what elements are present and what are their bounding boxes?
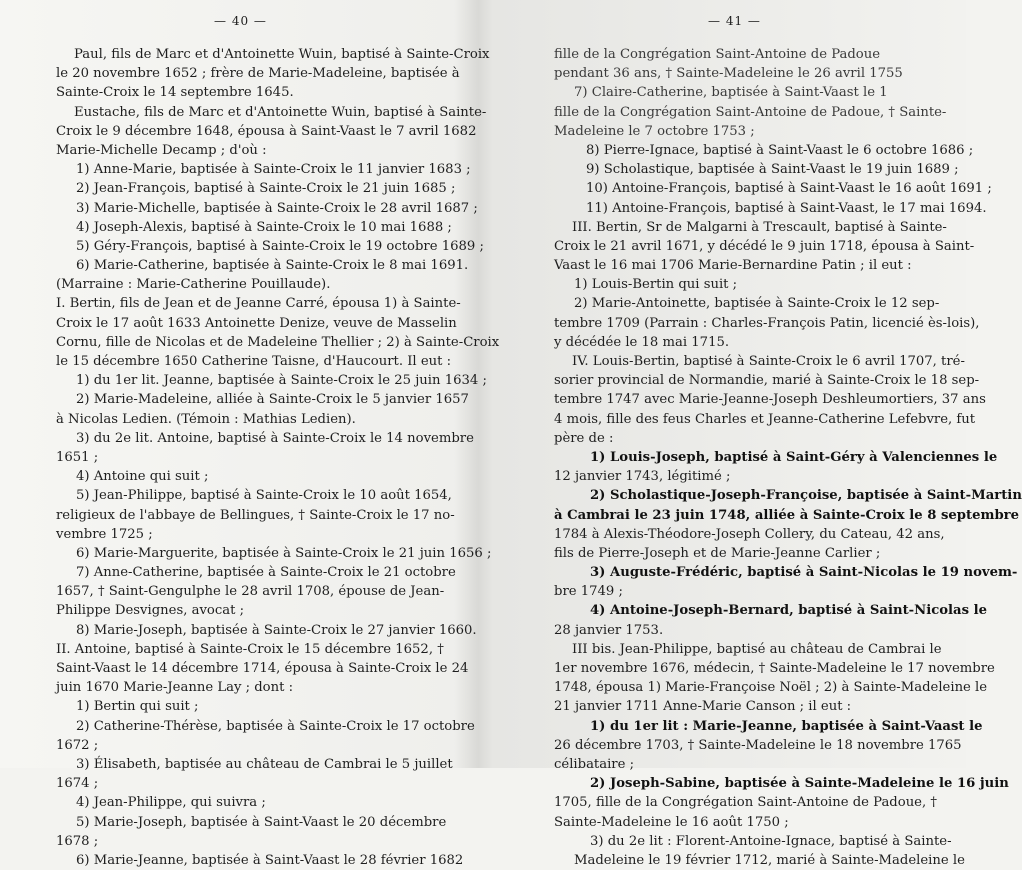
text-line: sorier provincial de Normandie, marié à Sainte-Croix le 18 sep- [554, 373, 980, 389]
text-line: le 15 décembre 1650 Catherine Taisne, d'Haucourt. Il eut : [56, 354, 452, 369]
text-line: 3) Élisabeth, baptisée au château de Cambrai le 5 juillet [76, 756, 453, 772]
text-line: 1678 ; [56, 833, 99, 849]
text-line: vembre 1725 ; [56, 526, 153, 542]
text-line: 5) Marie-Joseph, baptisée à Saint-Vaast le 20 décembre [76, 814, 447, 830]
text-line: 1) du 1er lit : Marie-Jeanne, baptisée à Saint-Vaast le [590, 718, 983, 734]
text-line: 1) du 1er lit. Jeanne, baptisée à Sainte-Croix le 25 juin 1634 ; [76, 373, 487, 389]
text-line: père de : [554, 430, 614, 446]
text-line: 7) Anne-Catherine, baptisée à Sainte-Croix le 21 octobre [76, 565, 456, 581]
text-line: Croix le 21 avril 1671, y décédé le 9 juin 1718, épousa à Saint- [554, 238, 975, 254]
text-line: le 20 novembre 1652 ; frère de Marie-Madeleine, baptisée à [56, 66, 460, 82]
text-line: 4) Antoine-Joseph-Bernard, baptisé à Saint-Nicolas le [590, 603, 987, 619]
text-line: 5) Jean-Philippe, baptisé à Sainte-Croix le 10 août 1654, [76, 488, 452, 504]
text-line: 3) du 2e lit : Florent-Antoine-Ignace, baptisé à Sainte- [590, 833, 952, 849]
text-line: 1674 ; [56, 776, 99, 792]
text-line: Madeleine le 7 octobre 1753 ; [554, 123, 755, 139]
text-line: 1672 ; [56, 737, 99, 753]
text-line: III. Bertin, Sr de Malgarni à Trescault, baptisé à Sainte- [572, 219, 947, 235]
text-line: II. Antoine, baptisé à Sainte-Croix le 15 décembre 1652, † [56, 641, 444, 657]
text-line: 1705, fille de la Congrégation Saint-Antoine de Padoue, † [554, 795, 937, 811]
text-line: 10) Antoine-François, baptisé à Saint-Vaast le 16 août 1691 ; [586, 181, 992, 197]
text-line: 3) Auguste-Frédéric, baptisé à Saint-Nicolas le 19 novem- [590, 565, 1018, 581]
text-line: Eustache, fils de Marc et d'Antoinette Wuin, baptisé à Sainte- [74, 104, 487, 120]
text-line: Madeleine le 19 février 1712, marié à Sainte-Madeleine le [574, 852, 965, 868]
text-line: Sainte-Croix le 14 septembre 1645. [56, 85, 294, 101]
text-line: 1) Bertin qui suit ; [76, 699, 199, 715]
text-line: Saint-Vaast le 14 décembre 1714, épousa à Sainte-Croix le 24 [56, 661, 469, 676]
text-line: 6) Marie-Catherine, baptisée à Sainte-Croix le 8 mai 1691. [76, 258, 469, 274]
text-line: 1) Anne-Marie, baptisée à Sainte-Croix le 11 janvier 1683 ; [76, 162, 471, 178]
text-line: 2) Joseph-Sabine, baptisée à Sainte-Madeleine le 16 juin [590, 776, 1009, 792]
page-number: — 41 — [708, 14, 761, 28]
text-line: juin 1670 Marie-Jeanne Lay ; dont : [56, 680, 294, 696]
text-line: Sainte-Madeleine le 16 août 1750 ; [554, 814, 789, 830]
text-line: fils de Pierre-Joseph et de Marie-Jeanne Carlier ; [554, 545, 881, 561]
text-line: 8) Marie-Joseph, baptisée à Sainte-Croix le 27 janvier 1660. [76, 622, 477, 638]
text-line: 1748, épousa 1) Marie-Françoise Noël ; 2) à Sainte-Madeleine le [554, 680, 988, 696]
text-line: 1) Louis-Bertin qui suit ; [574, 277, 738, 293]
text-line: 2) Marie-Madeleine, alliée à Sainte-Croix le 5 janvier 1657 [76, 392, 469, 408]
text-line: fille de la Congrégation Saint-Antoine de Padoue, † Sainte- [554, 104, 947, 120]
text-line: célibataire ; [554, 756, 635, 772]
text-line: Vaast le 16 mai 1706 Marie-Bernardine Patin ; il eut : [554, 258, 912, 274]
text-line: 1784 à Alexis-Théodore-Joseph Collery, du Cateau, 42 ans, [554, 526, 945, 542]
text-line: bre 1749 ; [554, 584, 623, 600]
text-line: 3) du 2e lit. Antoine, baptisé à Sainte-Croix le 14 novembre [76, 430, 474, 446]
text-line: Marie-Michelle Decamp ; d'où : [56, 142, 267, 158]
text-line: 1651 ; [56, 449, 99, 465]
text-line: 21 janvier 1711 Anne-Marie Canson ; il eut : [554, 699, 852, 715]
text-line: 1er novembre 1676, médecin, † Sainte-Madeleine le 17 novembre [554, 661, 995, 676]
text-line: 2) Scholastique-Joseph-Françoise, baptisée à Saint-Martin [590, 488, 1022, 504]
text-line: 4) Antoine qui suit ; [76, 469, 209, 485]
text-line: 6) Marie-Marguerite, baptisée à Sainte-Croix le 21 juin 1656 ; [76, 545, 492, 561]
text-line: 5) Géry-François, baptisé à Sainte-Croix le 19 octobre 1689 ; [76, 238, 484, 254]
text-line: Croix le 17 août 1633 Antoinette Denize, veuve de Masselin [56, 315, 457, 331]
text-line: III bis. Jean-Philippe, baptisé au château de Cambrai le [572, 641, 942, 657]
text-line: (Marraine : Marie-Catherine Pouillaude). [56, 277, 331, 293]
text-line: Philippe Desvignes, avocat ; [56, 603, 245, 619]
page-number: — 40 — [214, 14, 267, 28]
right-page [486, 0, 1022, 868]
text-line: pendant 36 ans, † Sainte-Madeleine le 26 avril 1755 [554, 66, 903, 82]
text-line: 8) Pierre-Ignace, baptisé à Saint-Vaast le 6 octobre 1686 ; [586, 142, 974, 158]
text-line: 12 janvier 1743, légitimé ; [554, 469, 731, 485]
text-line: 2) Jean-François, baptisé à Sainte-Croix le 21 juin 1685 ; [76, 181, 456, 197]
text-line: 11) Antoine-François, baptisé à Saint-Vaast, le 17 mai 1694. [586, 200, 987, 216]
text-line: y décédée le 18 mai 1715. [554, 334, 730, 350]
text-line: tembre 1747 avec Marie-Jeanne-Joseph Deshleumortiers, 37 ans [554, 392, 986, 408]
text-line: 3) Marie-Michelle, baptisée à Sainte-Croix le 28 avril 1687 ; [76, 200, 478, 216]
text-line: 1657, † Saint-Gengulphe le 28 avril 1708, épouse de Jean- [56, 584, 445, 600]
text-line: 4 mois, fille des feus Charles et Jeanne-Catherine Lefebvre, fut [554, 411, 976, 427]
text-line: 2) Marie-Antoinette, baptisée à Sainte-Croix le 12 sep- [574, 296, 940, 312]
text-line: 28 janvier 1753. [554, 622, 664, 638]
text-line: Cornu, fille de Nicolas et de Madeleine Thellier ; 2) à Sainte-Croix [56, 334, 500, 350]
text-line: 1) Louis-Joseph, baptisé à Saint-Géry à Valenciennes le [590, 449, 998, 465]
text-line: 9) Scholastique, baptisée à Saint-Vaast le 19 juin 1689 ; [586, 162, 959, 178]
text-line: 2) Catherine-Thérèse, baptisée à Sainte-Croix le 17 octobre [76, 718, 475, 734]
text-line: Croix le 9 décembre 1648, épousa à Saint-Vaast le 7 avril 1682 [56, 123, 477, 139]
text-line: à Nicolas Ledien. (Témoin : Mathias Ledien). [56, 411, 356, 427]
text-line: 6) Marie-Jeanne, baptisée à Saint-Vaast le 28 février 1682 [76, 852, 464, 868]
text-line: fille de la Congrégation Saint-Antoine de Padoue [554, 47, 881, 62]
text-line: Paul, fils de Marc et d'Antoinette Wuin, baptisé à Sainte-Croix [74, 47, 490, 62]
right-page-text [554, 45, 1022, 870]
text-line: 4) Joseph-Alexis, baptisé à Sainte-Croix le 10 mai 1688 ; [76, 219, 452, 235]
text-line: IV. Louis-Bertin, baptisé à Sainte-Croix le 6 avril 1707, tré- [572, 354, 965, 369]
text-line: 7) Claire-Catherine, baptisée à Saint-Vaast le 1 [574, 85, 888, 101]
text-line: I. Bertin, fils de Jean et de Jeanne Carré, épousa 1) à Sainte- [56, 296, 461, 312]
text-line: 4) Jean-Philippe, qui suivra ; [76, 795, 266, 811]
text-line: 26 décembre 1703, † Sainte-Madeleine le 18 novembre 1765 [554, 737, 962, 753]
left-page-text [56, 45, 500, 870]
text-line: à Cambrai le 23 juin 1748, alliée à Sainte-Croix le 8 septembre [554, 507, 1020, 523]
text-line: tembre 1709 (Parrain : Charles-François Patin, licencié ès-lois), [554, 315, 980, 331]
text-line: religieux de l'abbaye de Bellingues, † Sainte-Croix le 17 no- [56, 507, 455, 523]
left-page [0, 0, 500, 868]
